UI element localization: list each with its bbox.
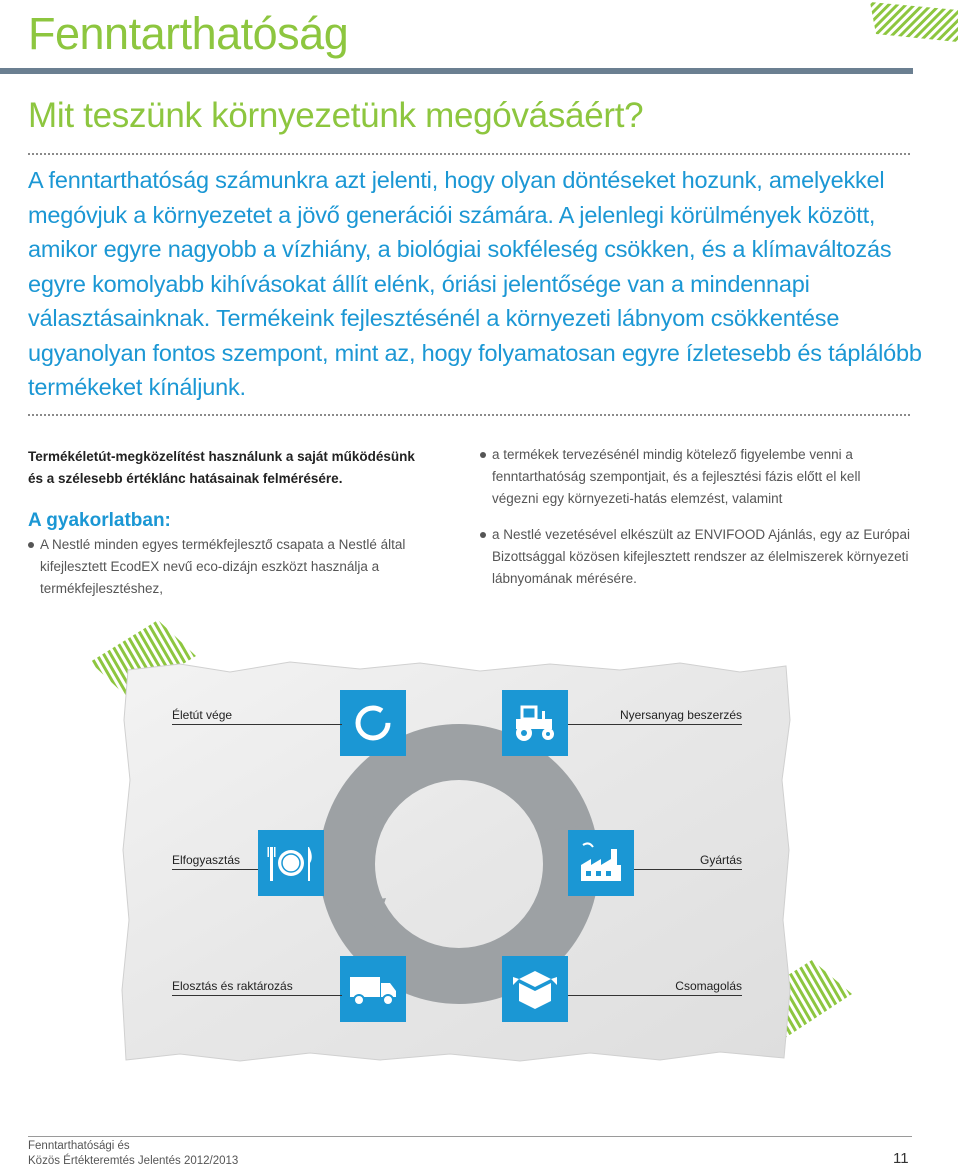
label-raw-materials: Nyersanyag beszerzés xyxy=(568,708,742,725)
dotted-divider-bottom xyxy=(28,414,910,416)
bullet-icon xyxy=(480,452,486,458)
raw-materials-icon-box xyxy=(502,690,568,756)
list-item xyxy=(480,444,910,510)
page-number: 11 xyxy=(893,1150,909,1167)
bullet-icon xyxy=(28,542,34,548)
label-distribution: Elosztás és raktározás xyxy=(172,979,342,996)
tractor-icon xyxy=(512,703,558,743)
section-subtitle: Mit teszünk környezetünk megóvásáért? xyxy=(28,96,644,135)
left-bullet-list xyxy=(28,534,448,614)
manufacturing-icon-box xyxy=(568,830,634,896)
list-item xyxy=(28,534,448,600)
bullet-icon xyxy=(480,532,486,538)
truck-icon xyxy=(348,969,398,1009)
end-of-life-icon-box xyxy=(340,690,406,756)
footer-line-2: Közös Értékteremtés Jelentés 2012/2013 xyxy=(28,1155,239,1167)
corner-hatch-decoration xyxy=(866,0,960,44)
list-item xyxy=(480,524,910,590)
list-item-text: a Nestlé vezetésével elkészült az ENVIFOOD Ajánlás, egy az Európai Bizottsággal közösen kifejlesztett rendszer az élelmiszerek környezeti lábnyomának mérésére. xyxy=(492,527,910,586)
recycle-ring-icon xyxy=(351,701,395,745)
consumption-icon-box xyxy=(258,830,324,896)
page-title: Fenntarthatóság xyxy=(28,8,349,59)
list-item-text: a termékek tervezésénél mindig kötelező figyelembe venni a fenntarthatóság szempontjait, és a fejlesztési fázis előtt el kell végezni egy környezeti-hatás elemzést, valamint xyxy=(492,447,861,506)
footer-line-1: Fenntarthatósági és xyxy=(28,1140,130,1152)
lead-text: Termékéletút-megközelítést használunk a saját működésünk és a szélesebb értéklánc hatásainak felmérésére. xyxy=(28,449,415,486)
dotted-divider-top xyxy=(28,153,910,155)
right-bullet-list xyxy=(480,444,910,604)
label-consumption: Elfogyasztás xyxy=(172,853,258,870)
box-icon xyxy=(511,967,559,1011)
label-manufacturing: Gyártás xyxy=(634,853,742,870)
list-item-text: A Nestlé minden egyes termékfejlesztő csapata a Nestlé által kifejlesztett EcodEX nevű eco-dizájn eszközt használja a termékfejlesztéshez, xyxy=(40,537,406,596)
practice-heading: A gyakorlatban: xyxy=(28,510,171,531)
factory-icon xyxy=(577,841,625,885)
packaging-icon-box xyxy=(502,956,568,1022)
distribution-icon-box xyxy=(340,956,406,1022)
label-packaging: Csomagolás xyxy=(568,979,742,996)
plate-cutlery-icon xyxy=(266,841,316,885)
title-rule xyxy=(0,68,913,74)
intro-paragraph: A fenntarthatóság számunkra azt jelenti, hogy olyan döntéseket hozunk, amelyekkel megóvjuk a környezetet a jövő generációi számára. A jelenlegi körülmények között, amikor egyre nagyobb a vízhiány, a biológiai sokféleség csökken, és a klímaváltozás egyre komolyabb kihívásokat állít elénk, óriási jelentősége van a mindennapi választásainknak. Termékeink fejlesztésénél a környezeti lábnyom csökkentése ugyanolyan fontos szempont, mint az, hogy folyamatosan egyre ízletesebb és táplálóbb termékeket kínáljunk. xyxy=(28,167,922,400)
label-end-of-life: Életút vége xyxy=(172,708,342,725)
footer-rule xyxy=(28,1136,912,1137)
